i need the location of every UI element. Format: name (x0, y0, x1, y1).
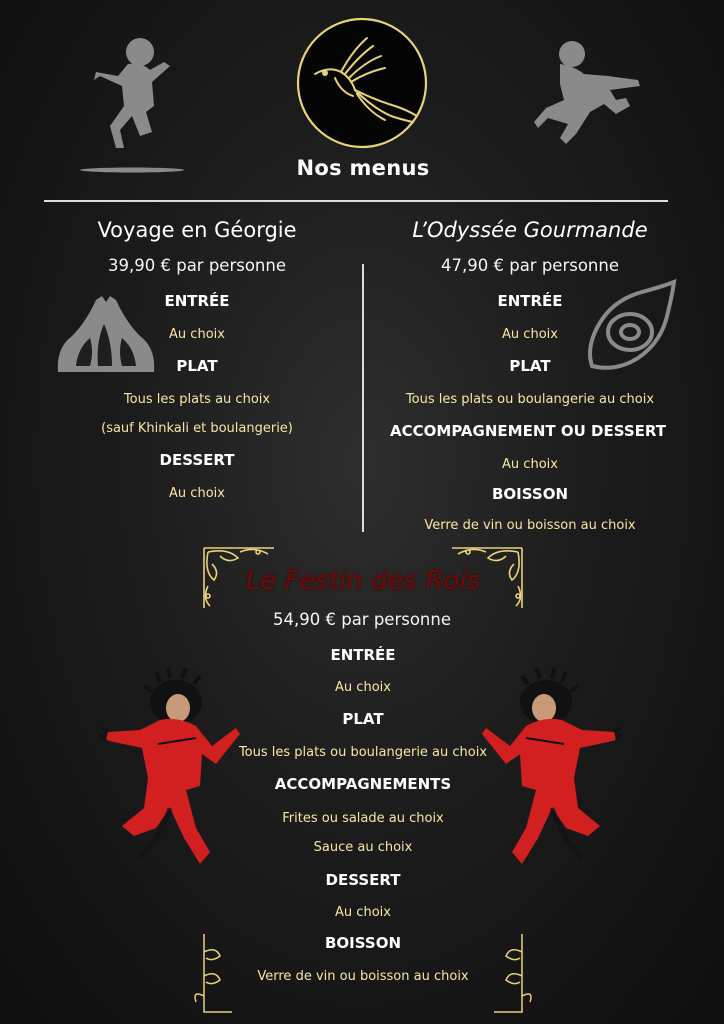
header-divider (44, 200, 668, 202)
khinkali-icon (56, 292, 156, 376)
menu-2-entree-item: Au choix (502, 327, 558, 342)
phoenix-logo-icon (295, 16, 429, 150)
menu-3-dessert-item: Au choix (335, 905, 391, 920)
menu-3-name: Le Festin des Rois (245, 566, 481, 596)
menu-3-accompagnements-item-2: Sauce au choix (313, 840, 413, 855)
menu-1-plat-item: Tous les plats au choix (123, 392, 271, 407)
menu-1-entree-item: Au choix (169, 327, 225, 342)
dancer-silhouette-icon (80, 36, 190, 176)
menu-1-name: Voyage en Géorgie (97, 218, 297, 242)
menu-3-boisson-item: Verre de vin ou boisson au choix (257, 969, 469, 984)
menu-2-plat-heading: PLAT (509, 357, 551, 375)
menu-3-price: 54,90 € par personne (272, 610, 452, 629)
page-title: Nos menus (296, 156, 430, 180)
menu-3-accompagnements-heading: ACCOMPAGNEMENTS (274, 775, 452, 793)
menu-1-dessert-heading: DESSERT (159, 451, 235, 469)
menu-3-accompagnements-item-1: Frites ou salade au choix (282, 811, 444, 826)
menu-2-boisson-item: Verre de vin ou boisson au choix (424, 518, 636, 533)
menu-3-dessert-heading: DESSERT (325, 871, 401, 889)
column-divider (362, 264, 364, 532)
menu-2-accompagnement-item: Au choix (502, 457, 558, 472)
ornament-vine-icon (492, 932, 532, 1018)
menu-1-dessert-item: Au choix (169, 486, 225, 501)
red-dancer-icon (100, 668, 240, 868)
menu-1-plat-note: (sauf Khinkali et boulangerie) (101, 421, 293, 436)
menu-3-plat-item: Tous les plats ou boulangerie au choix (238, 745, 488, 760)
menu-1-price: 39,90 € par personne (107, 256, 287, 275)
menu-3-entree-heading: ENTRÉE (330, 646, 396, 664)
menu-1-entree-heading: ENTRÉE (164, 292, 230, 310)
menu-2-plat-item: Tous les plats ou boulangerie au choix (405, 392, 655, 407)
menu-1-plat-heading: PLAT (176, 357, 218, 375)
menu-2-price: 47,90 € par personne (440, 256, 620, 275)
menu-3-plat-heading: PLAT (342, 710, 384, 728)
khachapuri-icon (582, 278, 682, 378)
menu-2-name: L’Odyssée Gourmande (412, 218, 648, 242)
menu-3-boisson-heading: BOISSON (324, 934, 402, 952)
ornament-vine-icon (194, 932, 234, 1018)
menu-2-entree-heading: ENTRÉE (497, 292, 563, 310)
dancer-silhouette-icon (530, 38, 650, 148)
menu-2-accompagnement-heading: ACCOMPAGNEMENT OU DESSERT (390, 422, 666, 440)
menu-2-boisson-heading: BOISSON (491, 485, 569, 503)
menu-3-entree-item: Au choix (335, 680, 391, 695)
red-dancer-icon (482, 668, 622, 868)
